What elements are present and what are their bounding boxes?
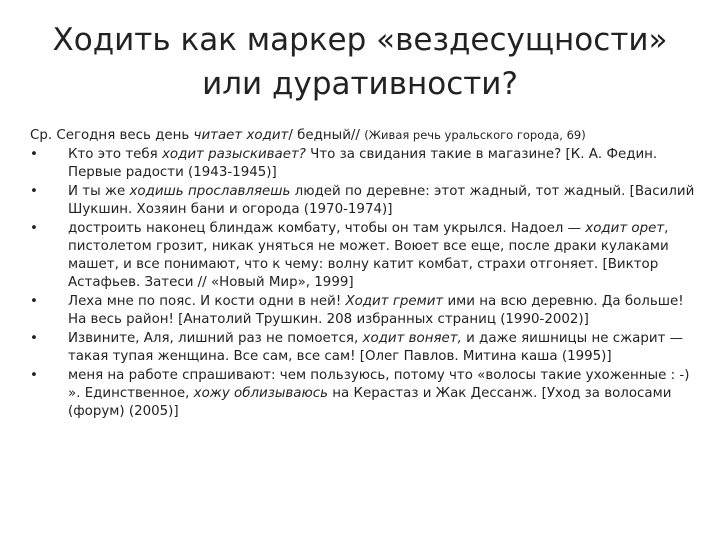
- item-italic: хожу облизываюсь: [193, 386, 329, 401]
- intro-source: (Живая речь уральского города, 69): [364, 128, 586, 142]
- bullet-icon: •: [30, 184, 38, 199]
- list-item: [30, 367, 706, 421]
- bullet-icon: •: [30, 331, 38, 346]
- list-item: [30, 146, 706, 182]
- list-item: [30, 330, 706, 366]
- list-item: [30, 183, 706, 219]
- slide-body: [30, 126, 706, 422]
- list-item: [30, 220, 706, 292]
- item-text: Леха мне по пояс. И кости одни в ней!: [68, 294, 346, 309]
- title-line-2: или дуративности?: [202, 66, 518, 102]
- item-text: и даже яишницы не сжарит — такая тупая женщина. Все сам, все сам! [Олег Павлов. Митина каша (1995)]: [68, 331, 684, 364]
- item-text: достроить наконец блиндаж комбату, чтобы он там укрылся. Надоел —: [68, 221, 586, 236]
- title-line-1: Ходить как маркер «вездесущности»: [52, 22, 668, 58]
- item-text: Кто это тебя: [68, 147, 162, 162]
- item-text: И ты же: [68, 184, 130, 199]
- item-text: меня на работе спрашивают: чем пользуюсь, потому что «волосы такие ухоженные : -) ». Единственное,: [68, 368, 690, 401]
- item-italic: ходит разыскивает?: [161, 147, 306, 162]
- item-italic: ходит орет: [585, 221, 665, 236]
- item-text: ими на всю деревню. Да больше! На весь район! [Анатолий Трушкин. 208 избранных страниц (1990-2002)]: [68, 294, 684, 327]
- bullet-icon: •: [30, 221, 38, 236]
- item-text: на Керастаз и Жак Дессанж. [Уход за волосами (форум) (2005)]: [68, 386, 672, 419]
- slide-title: [20, 18, 700, 106]
- example-list: [30, 146, 706, 421]
- list-item: [30, 293, 706, 329]
- bullet-icon: •: [30, 294, 38, 309]
- intro-lead: Ср. Сегодня весь день: [30, 128, 194, 143]
- item-italic: Ходит гремит: [345, 294, 444, 309]
- item-text: Что за свидания такие в магазине? [К. А. Федин. Первые радости (1943-1945)]: [68, 147, 658, 180]
- intro-italic: читает ходит: [193, 128, 289, 143]
- item-italic: ходишь прославляешь: [129, 184, 291, 199]
- bullet-icon: •: [30, 147, 38, 162]
- item-text: Извините, Аля, лишний раз не помоется,: [68, 331, 363, 346]
- intro-after: / бедный//: [288, 128, 365, 143]
- item-text: людей по деревне: этот жадный, тот жадный. [Василий Шукшин. Хозяин бани и огорода (1970-1974)]: [68, 184, 695, 217]
- bullet-icon: •: [30, 368, 38, 383]
- item-text: , пистолетом грозит, никак уняться не может. Воюет все еще, после драки кулаками машет, и все понимают, что к чему: волну катит комбат, страхи отгоняет. [Виктор Астафьев. Затеси // «Новый Мир», 1999]: [68, 221, 669, 290]
- intro-paragraph: [30, 126, 706, 145]
- item-italic: ходит воняет,: [362, 331, 462, 346]
